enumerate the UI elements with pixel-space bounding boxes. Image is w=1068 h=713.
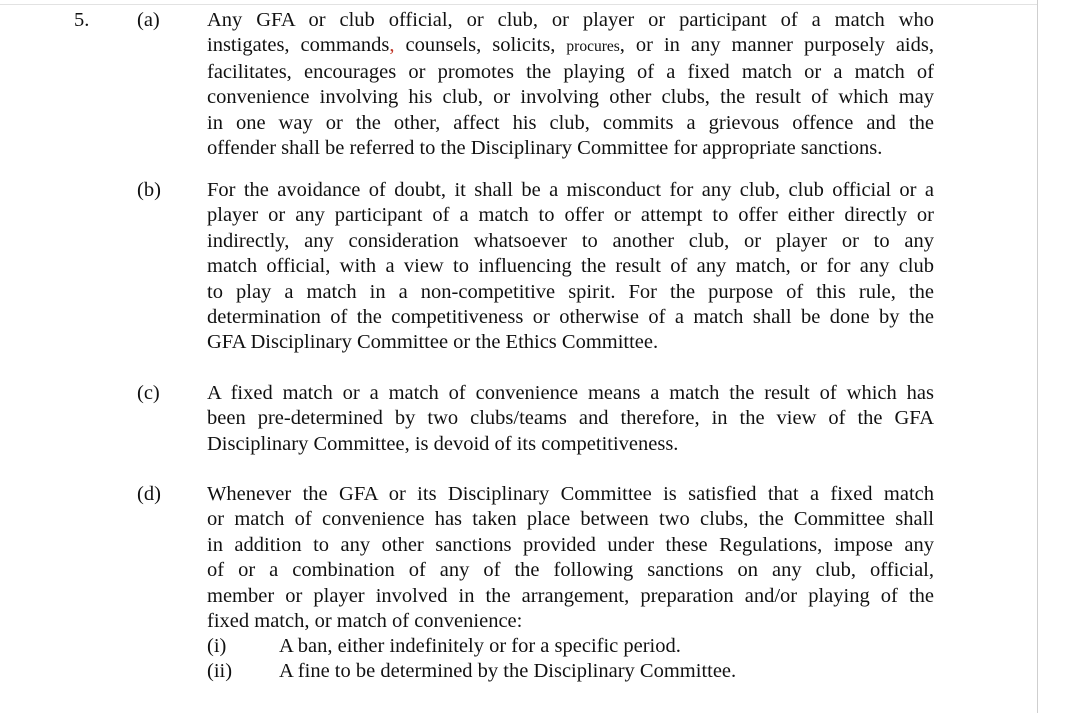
item-b-line-3: indirectly, any consideration whatsoever to another club, or player or to any xyxy=(207,229,934,252)
item-d-text xyxy=(207,482,934,634)
item-d-line-2: or match of convenience has taken place between two clubs, the Committee shall xyxy=(207,508,934,531)
item-a-line-2-comma: , xyxy=(389,34,395,57)
item-d-label: (d) xyxy=(137,483,161,505)
item-a-line-2-part-1: instigates, commands xyxy=(207,34,390,57)
item-d-line-6: fixed match, or match of convenience: xyxy=(207,610,523,633)
subitem-ii xyxy=(207,659,934,684)
item-a-line-6: offender shall be referred to the Disciplinary Committee for appropriate sanctions. xyxy=(207,137,883,160)
page-top-edge xyxy=(0,4,1038,5)
item-a-line-2-part-2: counsels, solicits, xyxy=(394,34,567,57)
item-a-line-2 xyxy=(207,33,934,59)
item-b-line-5: to play a match in a non-competitive spirit. For the purpose of this rule, the xyxy=(207,280,934,303)
item-b-label: (b) xyxy=(137,179,161,201)
item-a-line-3: facilitates, encourages or promotes the playing of a fixed match or a match of xyxy=(207,60,934,83)
item-d-line-5: member or player involved in the arrangement, preparation and/or playing of the xyxy=(207,584,934,607)
item-d-line-4: of or a combination of any of the following sanctions on any club, official, xyxy=(207,559,934,582)
subitem-ii-text: A fine to be determined by the Disciplinary Committee. xyxy=(279,660,737,683)
subitem-i-label: (i) xyxy=(207,635,227,657)
section-number: 5. xyxy=(74,9,90,31)
item-c-line-3: Disciplinary Committee, is devoid of its competitiveness. xyxy=(207,432,679,455)
item-b-line-7: GFA Disciplinary Committee or the Ethics Committee. xyxy=(207,331,659,354)
item-a-label: (a) xyxy=(137,9,160,31)
item-d-line-3: in addition to any other sanctions provided under these Regulations, impose any xyxy=(207,533,934,556)
subitem-i-text: A ban, either indefinitely or for a specific period. xyxy=(279,635,681,657)
item-c-line-1: A fixed match or a match of convenience means a match the result of which has xyxy=(207,382,934,404)
page-right-edge xyxy=(1037,0,1038,713)
subitem-ii-label: (ii) xyxy=(207,660,233,683)
item-b-line-2: player or any participant of a match to offer or attempt to offer either directly or xyxy=(207,204,934,227)
item-b-line-6: determination of the competitiveness or otherwise of a match shall be done by the xyxy=(207,306,934,329)
item-b-text xyxy=(207,178,934,356)
item-d-line-1: Whenever the GFA or its Disciplinary Committee is satisfied that a fixed match xyxy=(207,483,934,505)
item-a-line-2-part-3: , or in any manner purposely aids, xyxy=(619,34,934,57)
item-c-label: (c) xyxy=(137,382,160,404)
item-a-line-4: convenience involving his club, or involving other clubs, the result of which may xyxy=(207,86,934,109)
item-d-sublist xyxy=(207,634,934,685)
item-a-line-1: Any GFA or club official, or club, or player or participant of a match who xyxy=(207,9,934,31)
subitem-i xyxy=(207,634,934,659)
item-a-line-2-procures: procures xyxy=(566,38,620,56)
item-c-text xyxy=(207,381,934,457)
item-a-line-5: in one way or the other, affect his club, commits a grievous offence and the xyxy=(207,111,934,134)
item-a-text xyxy=(207,8,934,161)
item-c-line-2: been pre-determined by two clubs/teams and therefore, in the view of the GFA xyxy=(207,407,934,430)
item-b-line-1: For the avoidance of doubt, it shall be a misconduct for any club, club official or a xyxy=(207,179,934,201)
item-b-line-4: match official, with a view to influencing the result of any match, or for any club xyxy=(207,255,934,278)
